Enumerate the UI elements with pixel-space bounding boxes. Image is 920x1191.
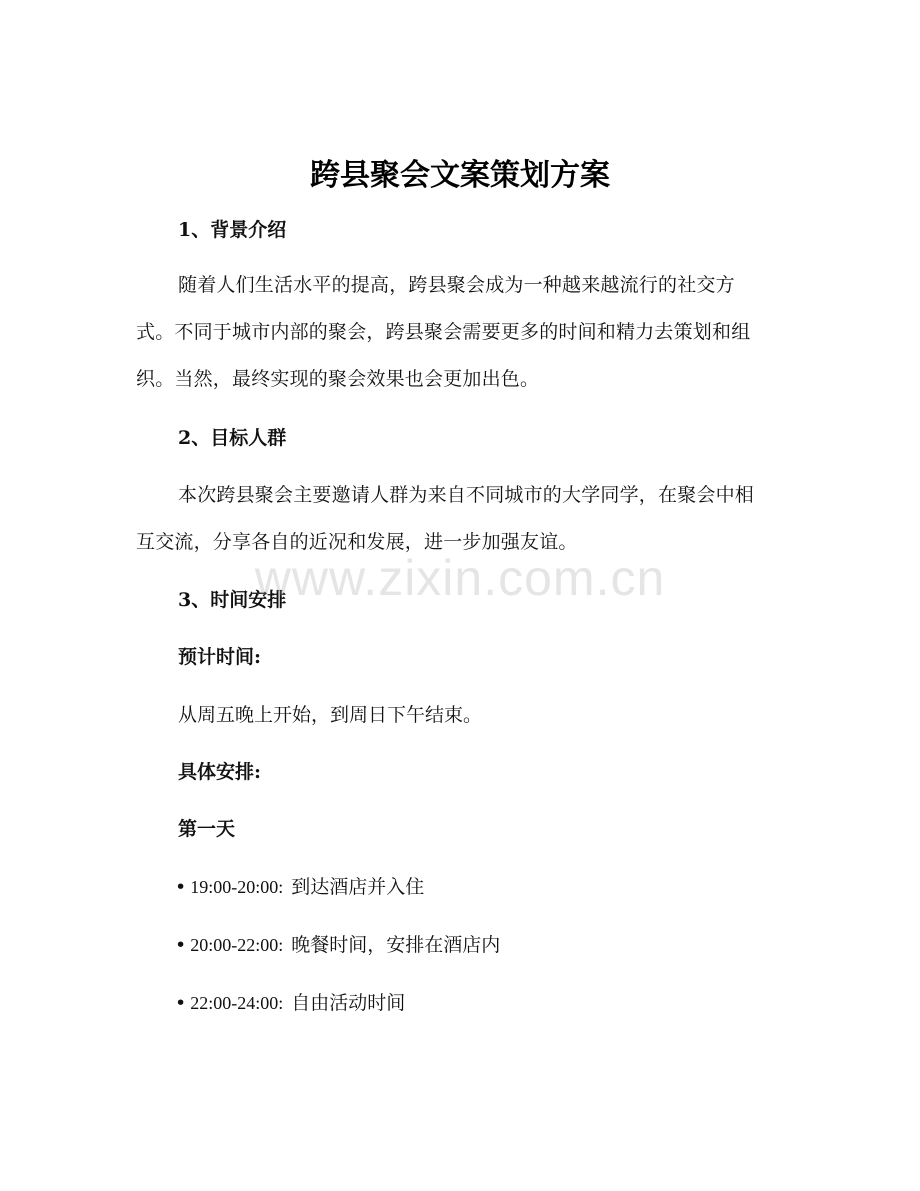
- watermark: www.zixin.com.cn: [254, 550, 666, 606]
- section-body-background: 随着人们生活水平的提高，跨县聚会成为一种越来越流行的社交方式。不同于城市内部的聚会，跨县聚会需要更多的时间和精力去策划和组织。当然，最终实现的聚会效果也会更加出色。: [136, 274, 751, 390]
- schedule-item-activity: 自由活动时间: [291, 992, 406, 1014]
- estimate-time-label: 预计时间:: [178, 646, 262, 668]
- detail-schedule-label: 具体安排:: [178, 761, 262, 783]
- day-one-label: 第一天: [178, 818, 236, 840]
- section-heading-background: 1、背景介绍: [178, 219, 287, 241]
- schedule-item-time: 19:00-20:00:: [190, 877, 284, 897]
- schedule-item-activity: 到达酒店并入住: [291, 876, 425, 898]
- document-title: 跨县聚会文案策划方案: [310, 158, 610, 193]
- bullet-icon: •: [175, 934, 187, 956]
- schedule-item: [175, 931, 500, 959]
- schedule-item-time: 22:00-24:00:: [190, 993, 284, 1013]
- section-heading-schedule: 3、时间安排: [178, 589, 287, 611]
- bullet-icon: •: [175, 992, 187, 1014]
- section-body-target-audience: 本次跨县聚会主要邀请人群为来自不同城市的大学同学，在聚会中相互交流，分享各自的近况和发展，进一步加强友谊。: [136, 484, 755, 553]
- estimate-time-text: 从周五晚上开始，到周日下午结束。: [178, 704, 483, 726]
- bullet-icon: •: [175, 876, 187, 898]
- schedule-item-time: 20:00-22:00:: [190, 935, 284, 955]
- section-heading-target-audience: 2、目标人群: [178, 427, 287, 449]
- schedule-item: [175, 873, 424, 901]
- schedule-item: [175, 989, 405, 1017]
- schedule-item-activity: 晚餐时间，安排在酒店内: [291, 934, 501, 956]
